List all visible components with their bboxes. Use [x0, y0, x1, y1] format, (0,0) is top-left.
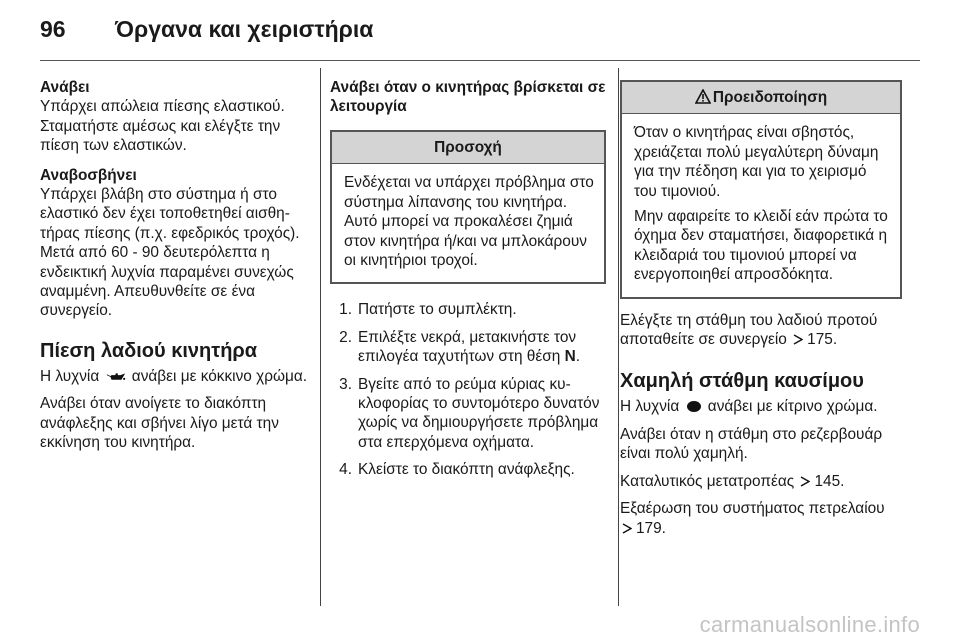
paragraph-fuel-bleed: Εξαέρωση του συστήματος πετρελαίου 179.	[620, 500, 885, 537]
page-reference-icon	[793, 334, 803, 345]
page-title: Όργανα και χειριστήρια	[115, 16, 374, 42]
left-column	[40, 78, 310, 461]
column-divider-right	[618, 68, 619, 606]
page-number: 96	[40, 16, 66, 42]
list-item: 1. Πατήστε το συμπλέκτη.	[339, 301, 517, 319]
paragraph-catalytic: Καταλυτικός μετατροπέας 145.	[620, 472, 845, 490]
steps-list	[330, 300, 606, 479]
section-heading-oil-pressure: Πίεση λαδιού κινητήρα	[40, 339, 258, 362]
caution-title: Προσοχή	[332, 132, 604, 164]
paragraph-system-fault: Υπάρχει βλάβη στο σύστημα ή στο ελαστικό δεν έχει τοποθετηθεί αισθητήρας πίεσης (π.χ. εφεδρικός τροχός). Μετά από 60 - 90 δευτερόλεπτα η ενδεικτική λυχνία παραμένει συνεχώς αναμμένη. Απευθυνθείτε σε ένα συνεργείο.	[40, 186, 300, 320]
warning-triangle-icon	[695, 89, 711, 104]
page-reference-icon	[622, 523, 632, 534]
paragraph-fuel-low: Ανάβει όταν η στάθμη στο ρεζερβουάρ είναι πολύ χαμηλή.	[620, 425, 883, 463]
header-rule	[40, 60, 920, 61]
section-heading-flashes: Αναβοσβήνει	[40, 166, 137, 184]
warning-text-2: Μην αφαιρείτε το κλειδί εάν πρώτα το όχημα δεν σταματήσει, διαφορετικά η κλειδαριά του τιμονιού μπορεί να ενεργοποιηθεί απροσδόκητα.	[634, 208, 888, 284]
paragraph-oil-lamp: Η λυχνία ανάβει με κόκκινο χρώμα.	[40, 367, 308, 385]
watermark: carmanualsonline.info	[699, 612, 920, 637]
page-header	[40, 16, 920, 46]
oil-check-page-ref: 175.	[807, 331, 838, 349]
middle-column	[330, 78, 606, 488]
caution-box	[330, 130, 606, 284]
oil-can-icon	[106, 371, 126, 383]
list-item: 4. Κλείστε το διακόπτη ανάφλεξης.	[339, 461, 575, 479]
catalytic-page-ref: 145.	[814, 472, 845, 490]
paragraph-pressure-loss: Υπάρχει απώλεια πίεσης ελαστικού. Σταματήστε αμέσως και ελέγξτε την πίεση των ελαστικών.	[40, 98, 285, 155]
caution-text: Ενδέχεται να υπάρχει πρόβλημα στο σύστημα λίπανσης του κινητήρα. Αυτό μπορεί να προκαλέσει ζημιά στον κινητήρα ή/και να μπλοκάρουν οι κινητήριοι τροχοί.	[344, 174, 594, 270]
warning-text-1: Όταν ο κινητήρας είναι σβηστός, χρειάζεται πολύ μεγαλύτερη δύναμη για την πέδηση και για το χειρισμό του τιμονιού.	[634, 124, 879, 200]
warning-body	[622, 114, 900, 296]
warning-title: Προειδοποίηση	[712, 89, 828, 106]
page-reference-icon	[800, 476, 810, 487]
paragraph-fuel-lamp: Η λυχνία ανάβει με κίτρινο χρώμα.	[620, 398, 878, 416]
warning-header	[622, 82, 900, 114]
list-item: 3. Βγείτε από το ρεύμα κύριας κυκλοφορίας το συντομότερο δυνατόν χωρίς να δημιουργήσετε πρόβλημα στα επερχόμενα οχήματα.	[339, 375, 600, 451]
right-column	[620, 80, 902, 546]
paragraph-check-oil: Ελέγξτε τη στάθμη του λαδιού προτού αποταθείτε σε συνεργείο 175.	[620, 311, 878, 349]
caution-body	[332, 164, 604, 282]
neutral-gear-label: N	[564, 348, 576, 366]
section-heading-engine-running: Ανάβει όταν ο κινητήρας βρίσκεται σε λειτουργία	[330, 79, 606, 115]
column-divider-left	[320, 68, 321, 606]
section-heading-lights: Ανάβει	[40, 79, 90, 96]
warning-box	[620, 80, 902, 299]
fuel-warning-icon	[687, 401, 701, 412]
paragraph-oil-lamp-ignition: Ανάβει όταν ανοίγετε το διακόπτη ανάφλεξης και σβήνει λίγο μετά την εκκίνηση του κινητήρα.	[40, 395, 279, 452]
list-item: 2. Επιλέξτε νεκρά, μετακινήστε τον επιλογέα ταχυτήτων στη θέση N.	[339, 328, 580, 366]
fuel-bleed-page-ref: 179.	[636, 519, 666, 537]
section-heading-low-fuel: Χαμηλή στάθμη καυσίμου	[620, 370, 864, 393]
